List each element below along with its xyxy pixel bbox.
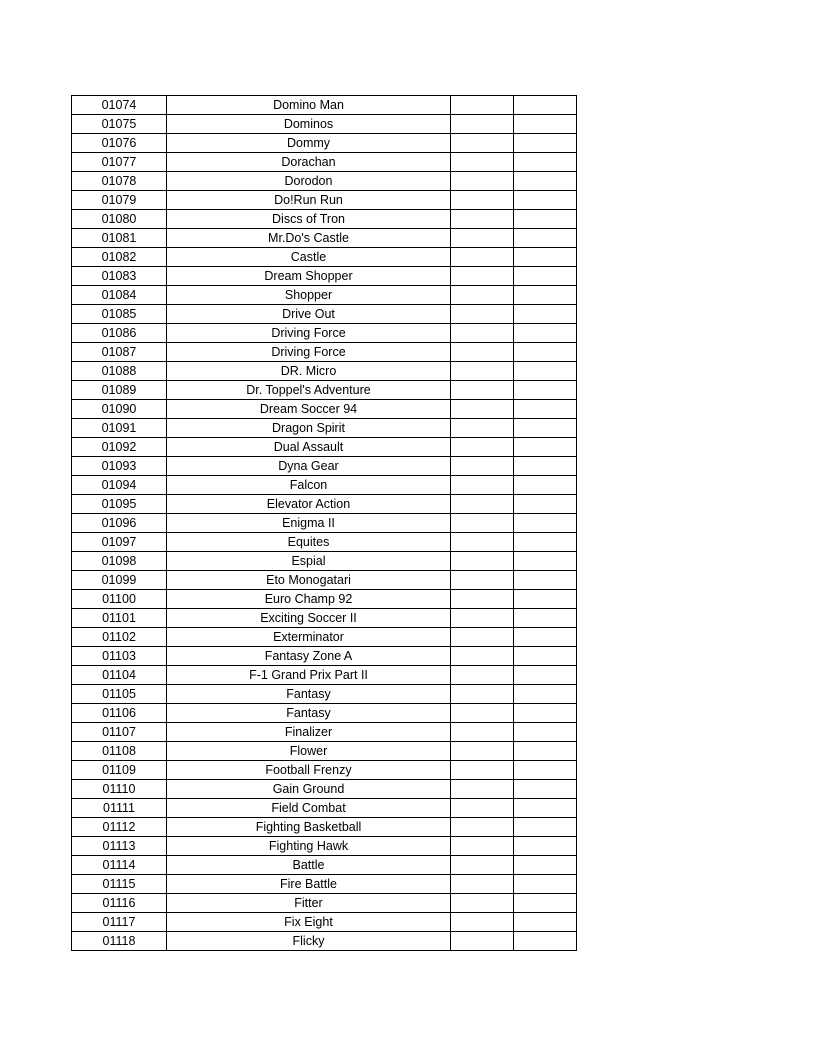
empty-cell-3 — [451, 628, 514, 647]
title-cell: Dyna Gear — [167, 457, 451, 476]
empty-cell-3 — [451, 191, 514, 210]
id-cell: 01080 — [72, 210, 167, 229]
empty-cell-4 — [514, 932, 577, 951]
title-cell: Driving Force — [167, 343, 451, 362]
empty-cell-4 — [514, 666, 577, 685]
title-cell: Flicky — [167, 932, 451, 951]
id-cell: 01083 — [72, 267, 167, 286]
empty-cell-4 — [514, 704, 577, 723]
id-cell: 01084 — [72, 286, 167, 305]
title-cell: Dream Soccer 94 — [167, 400, 451, 419]
empty-cell-4 — [514, 419, 577, 438]
table-row — [72, 723, 577, 742]
table-row — [72, 419, 577, 438]
empty-cell-3 — [451, 134, 514, 153]
empty-cell-4 — [514, 210, 577, 229]
empty-cell-3 — [451, 723, 514, 742]
table-row — [72, 96, 577, 115]
table-row — [72, 210, 577, 229]
title-cell: Dommy — [167, 134, 451, 153]
empty-cell-4 — [514, 172, 577, 191]
empty-cell-3 — [451, 115, 514, 134]
id-cell: 01090 — [72, 400, 167, 419]
empty-cell-3 — [451, 381, 514, 400]
table-row — [72, 343, 577, 362]
empty-cell-3 — [451, 571, 514, 590]
title-cell: Equites — [167, 533, 451, 552]
empty-cell-3 — [451, 837, 514, 856]
table-row — [72, 172, 577, 191]
id-cell: 01115 — [72, 875, 167, 894]
table-row — [72, 267, 577, 286]
empty-cell-3 — [451, 419, 514, 438]
id-cell: 01099 — [72, 571, 167, 590]
empty-cell-3 — [451, 780, 514, 799]
table-row — [72, 134, 577, 153]
empty-cell-4 — [514, 552, 577, 571]
empty-cell-4 — [514, 647, 577, 666]
id-cell: 01108 — [72, 742, 167, 761]
empty-cell-3 — [451, 210, 514, 229]
title-cell: Dr. Toppel's Adventure — [167, 381, 451, 400]
empty-cell-4 — [514, 324, 577, 343]
title-cell: DR. Micro — [167, 362, 451, 381]
id-cell: 01107 — [72, 723, 167, 742]
table-row — [72, 305, 577, 324]
empty-cell-4 — [514, 115, 577, 134]
id-cell: 01101 — [72, 609, 167, 628]
title-cell: Do!Run Run — [167, 191, 451, 210]
title-cell: Fitter — [167, 894, 451, 913]
title-cell: Fantasy — [167, 704, 451, 723]
id-cell: 01098 — [72, 552, 167, 571]
empty-cell-3 — [451, 742, 514, 761]
table-row — [72, 856, 577, 875]
title-cell: Flower — [167, 742, 451, 761]
empty-cell-4 — [514, 343, 577, 362]
empty-cell-4 — [514, 457, 577, 476]
title-cell: Domino Man — [167, 96, 451, 115]
title-cell: Battle — [167, 856, 451, 875]
empty-cell-4 — [514, 96, 577, 115]
empty-cell-3 — [451, 438, 514, 457]
title-cell: Drive Out — [167, 305, 451, 324]
table-row — [72, 229, 577, 248]
table-row — [72, 875, 577, 894]
title-cell: Enigma II — [167, 514, 451, 533]
empty-cell-4 — [514, 305, 577, 324]
title-cell: Fighting Hawk — [167, 837, 451, 856]
title-cell: Dominos — [167, 115, 451, 134]
table-body — [72, 96, 577, 951]
empty-cell-4 — [514, 837, 577, 856]
empty-cell-3 — [451, 305, 514, 324]
empty-cell-4 — [514, 362, 577, 381]
empty-cell-3 — [451, 609, 514, 628]
empty-cell-3 — [451, 286, 514, 305]
empty-cell-4 — [514, 381, 577, 400]
title-cell: Fantasy — [167, 685, 451, 704]
id-cell: 01094 — [72, 476, 167, 495]
empty-cell-4 — [514, 248, 577, 267]
empty-cell-3 — [451, 476, 514, 495]
table-row — [72, 647, 577, 666]
title-cell: Espial — [167, 552, 451, 571]
title-cell: Fantasy Zone A — [167, 647, 451, 666]
title-cell: Dorodon — [167, 172, 451, 191]
empty-cell-4 — [514, 818, 577, 837]
empty-cell-3 — [451, 894, 514, 913]
table-row — [72, 818, 577, 837]
empty-cell-3 — [451, 514, 514, 533]
table-row — [72, 704, 577, 723]
title-cell: Falcon — [167, 476, 451, 495]
id-cell: 01113 — [72, 837, 167, 856]
id-cell: 01075 — [72, 115, 167, 134]
empty-cell-3 — [451, 856, 514, 875]
id-cell: 01076 — [72, 134, 167, 153]
id-cell: 01086 — [72, 324, 167, 343]
empty-cell-4 — [514, 286, 577, 305]
table-row — [72, 837, 577, 856]
table-row — [72, 324, 577, 343]
id-cell: 01077 — [72, 153, 167, 172]
title-cell: Dorachan — [167, 153, 451, 172]
id-cell: 01091 — [72, 419, 167, 438]
empty-cell-3 — [451, 267, 514, 286]
empty-cell-4 — [514, 590, 577, 609]
empty-cell-3 — [451, 96, 514, 115]
title-cell: Gain Ground — [167, 780, 451, 799]
empty-cell-3 — [451, 153, 514, 172]
table-row — [72, 742, 577, 761]
id-cell: 01089 — [72, 381, 167, 400]
empty-cell-3 — [451, 590, 514, 609]
empty-cell-3 — [451, 533, 514, 552]
empty-cell-3 — [451, 324, 514, 343]
table-row — [72, 495, 577, 514]
table-row — [72, 913, 577, 932]
empty-cell-4 — [514, 229, 577, 248]
title-cell: Finalizer — [167, 723, 451, 742]
title-cell: Dragon Spirit — [167, 419, 451, 438]
empty-cell-3 — [451, 761, 514, 780]
id-cell: 01088 — [72, 362, 167, 381]
empty-cell-4 — [514, 153, 577, 172]
table-row — [72, 780, 577, 799]
id-cell: 01117 — [72, 913, 167, 932]
table-row — [72, 533, 577, 552]
id-cell: 01100 — [72, 590, 167, 609]
table-row — [72, 552, 577, 571]
empty-cell-4 — [514, 134, 577, 153]
title-cell: Dream Shopper — [167, 267, 451, 286]
table-row — [72, 400, 577, 419]
table-row — [72, 191, 577, 210]
empty-cell-4 — [514, 609, 577, 628]
empty-cell-3 — [451, 172, 514, 191]
empty-cell-4 — [514, 267, 577, 286]
empty-cell-4 — [514, 875, 577, 894]
empty-cell-4 — [514, 495, 577, 514]
table-row — [72, 362, 577, 381]
empty-cell-3 — [451, 552, 514, 571]
empty-cell-4 — [514, 571, 577, 590]
id-cell: 01087 — [72, 343, 167, 362]
empty-cell-3 — [451, 647, 514, 666]
empty-cell-4 — [514, 742, 577, 761]
table-row — [72, 457, 577, 476]
title-cell: Shopper — [167, 286, 451, 305]
id-cell: 01114 — [72, 856, 167, 875]
empty-cell-4 — [514, 856, 577, 875]
table-row — [72, 894, 577, 913]
id-cell: 01095 — [72, 495, 167, 514]
table-row — [72, 286, 577, 305]
id-cell: 01092 — [72, 438, 167, 457]
title-cell: Mr.Do's Castle — [167, 229, 451, 248]
table-row — [72, 932, 577, 951]
empty-cell-4 — [514, 780, 577, 799]
id-cell: 01111 — [72, 799, 167, 818]
empty-cell-3 — [451, 666, 514, 685]
title-cell: Fix Eight — [167, 913, 451, 932]
empty-cell-4 — [514, 723, 577, 742]
title-cell: Elevator Action — [167, 495, 451, 514]
empty-cell-3 — [451, 913, 514, 932]
table-row — [72, 666, 577, 685]
id-cell: 01081 — [72, 229, 167, 248]
title-cell: Eto Monogatari — [167, 571, 451, 590]
title-cell: Discs of Tron — [167, 210, 451, 229]
id-cell: 01106 — [72, 704, 167, 723]
empty-cell-3 — [451, 362, 514, 381]
empty-cell-3 — [451, 685, 514, 704]
title-cell: Exciting Soccer II — [167, 609, 451, 628]
title-cell: Field Combat — [167, 799, 451, 818]
empty-cell-4 — [514, 628, 577, 647]
table-row — [72, 609, 577, 628]
table-row — [72, 476, 577, 495]
id-cell: 01112 — [72, 818, 167, 837]
table-row — [72, 248, 577, 267]
id-cell: 01109 — [72, 761, 167, 780]
table-row — [72, 628, 577, 647]
empty-cell-4 — [514, 514, 577, 533]
table-row — [72, 381, 577, 400]
table-row — [72, 571, 577, 590]
title-cell: Castle — [167, 248, 451, 267]
table-row — [72, 153, 577, 172]
id-cell: 01105 — [72, 685, 167, 704]
id-cell: 01079 — [72, 191, 167, 210]
id-cell: 01104 — [72, 666, 167, 685]
empty-cell-4 — [514, 438, 577, 457]
id-cell: 01110 — [72, 780, 167, 799]
table-row — [72, 438, 577, 457]
table-row — [72, 115, 577, 134]
table-row — [72, 685, 577, 704]
title-cell: F-1 Grand Prix Part II — [167, 666, 451, 685]
empty-cell-3 — [451, 932, 514, 951]
id-cell: 01118 — [72, 932, 167, 951]
empty-cell-4 — [514, 761, 577, 780]
title-cell: Dual Assault — [167, 438, 451, 457]
empty-cell-3 — [451, 818, 514, 837]
empty-cell-3 — [451, 457, 514, 476]
empty-cell-4 — [514, 685, 577, 704]
title-cell: Driving Force — [167, 324, 451, 343]
title-cell: Fighting Basketball — [167, 818, 451, 837]
empty-cell-4 — [514, 400, 577, 419]
id-cell: 01085 — [72, 305, 167, 324]
empty-cell-3 — [451, 704, 514, 723]
title-cell: Fire Battle — [167, 875, 451, 894]
id-cell: 01103 — [72, 647, 167, 666]
id-cell: 01093 — [72, 457, 167, 476]
empty-cell-4 — [514, 799, 577, 818]
empty-cell-4 — [514, 913, 577, 932]
empty-cell-3 — [451, 229, 514, 248]
empty-cell-3 — [451, 400, 514, 419]
empty-cell-3 — [451, 495, 514, 514]
id-cell: 01116 — [72, 894, 167, 913]
title-cell: Euro Champ 92 — [167, 590, 451, 609]
table-row — [72, 514, 577, 533]
id-cell: 01078 — [72, 172, 167, 191]
table-row — [72, 761, 577, 780]
title-cell: Exterminator — [167, 628, 451, 647]
empty-cell-3 — [451, 248, 514, 267]
empty-cell-3 — [451, 875, 514, 894]
empty-cell-4 — [514, 894, 577, 913]
id-cell: 01082 — [72, 248, 167, 267]
table-row — [72, 590, 577, 609]
empty-cell-4 — [514, 476, 577, 495]
empty-cell-3 — [451, 799, 514, 818]
id-cell: 01102 — [72, 628, 167, 647]
empty-cell-4 — [514, 191, 577, 210]
game-list-table — [71, 95, 577, 951]
id-cell: 01096 — [72, 514, 167, 533]
id-cell: 01074 — [72, 96, 167, 115]
empty-cell-3 — [451, 343, 514, 362]
empty-cell-4 — [514, 533, 577, 552]
title-cell: Football Frenzy — [167, 761, 451, 780]
table-row — [72, 799, 577, 818]
id-cell: 01097 — [72, 533, 167, 552]
